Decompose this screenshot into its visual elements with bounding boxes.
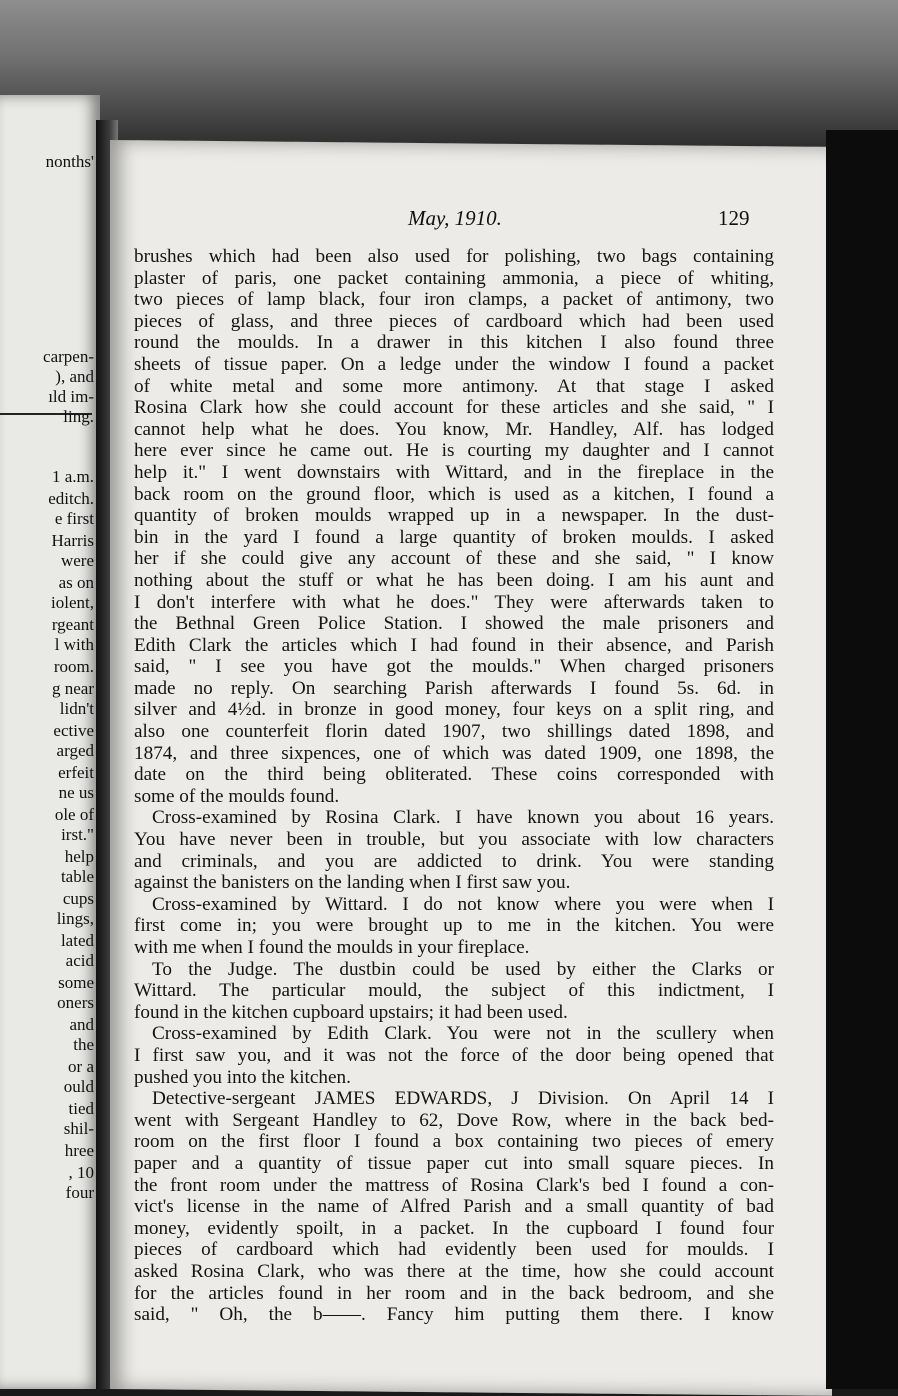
running-head: May, 1910.: [408, 206, 502, 230]
text-line: round the moulds. In a drawer in this kitchen I also found three: [134, 332, 774, 354]
left-page-line: oners: [57, 993, 94, 1012]
text-line: brushes which had been also used for polishing, two bags containing: [134, 246, 774, 267]
text-line: You have never been in trouble, but you associate with low characters: [134, 829, 774, 851]
text-line: the Bethnal Green Police Station. I showed the male prisoners and: [134, 613, 774, 635]
left-page-line: ling.: [63, 407, 94, 426]
left-page-line: ne us: [58, 783, 94, 802]
left-page-line: g near: [51, 679, 94, 698]
text-line: Cross-examined by Edith Clark. You were not in the scullery when: [152, 1023, 774, 1045]
left-page-line: editch.: [48, 489, 94, 508]
text-line: said, " I see you have got the moulds." When charged prisoners: [134, 656, 774, 678]
text-line: I don't interfere with what he does." They were afterwards taken to: [134, 591, 774, 613]
text-line: some of the moulds found.: [134, 785, 340, 807]
text-line: 1874, and three sixpences, one of which was dated 1909, one 1898, the: [134, 742, 774, 764]
left-page-line: some: [58, 973, 94, 992]
left-page-line: four: [65, 1183, 94, 1202]
text-line: for the articles found in her room and in the back bedroom, and she: [134, 1282, 774, 1304]
left-page-line: tied: [68, 1099, 94, 1118]
text-line: pushed you into the kitchen.: [134, 1066, 351, 1088]
text-line: of white metal and some more antimony. At that stage I asked: [134, 375, 774, 397]
text-line: first come in; you were brought up to me in the kitchen. You were: [134, 915, 774, 937]
left-page-line: lated: [60, 931, 94, 950]
left-page-line: arged: [56, 741, 94, 760]
left-page-line: or a: [68, 1057, 94, 1076]
text-line: I first saw you, and it was not the force of the door being opened that: [134, 1044, 774, 1066]
text-line: pieces of cardboard which had evidently been used for moulds. I: [134, 1239, 774, 1261]
text-line: asked Rosina Clark, who was there at the time, how she could account: [134, 1260, 774, 1282]
text-line: quantity of broken moulds wrapped up in a newspaper. In the dust-: [134, 505, 774, 527]
text-line: found in the kitchen cupboard upstairs; it had been used.: [134, 1001, 568, 1023]
text-line: Wittard. The particular mould, the subject of this indictment, I: [134, 980, 774, 1002]
text-line: made no reply. On searching Parish afterwards I found 5s. 6d. in: [134, 677, 774, 699]
left-page-line: and: [69, 1015, 94, 1034]
text-line: help it." I went downstairs with Wittard, and in the fireplace in the: [134, 461, 774, 483]
text-line: paper and a quantity of tissue paper cut into small square pieces. In: [134, 1152, 774, 1174]
text-line: the front room under the mattress of Rosina Clark's bed I found a con-: [134, 1174, 774, 1196]
text-line: Edith Clark the articles which I had found in their absence, and Parish: [134, 634, 774, 656]
left-page-line: e first: [54, 509, 94, 528]
text-line: here ever since he came out. He is courting my daughter and I cannot: [134, 440, 774, 462]
background-top: [0, 0, 898, 150]
left-page-line: room.: [53, 657, 94, 676]
left-page-line: help: [64, 847, 94, 866]
text-line: To the Judge. The dustbin could be used by either the Clarks or: [152, 958, 774, 980]
text-line: with me when I found the moulds in your fireplace.: [134, 937, 530, 958]
text-line: pieces of glass, and three pieces of cardboard which had been used: [134, 310, 774, 332]
left-page-line: erfeit: [58, 763, 94, 782]
left-page-line: ıld im-: [48, 387, 94, 406]
text-line: room on the first floor I found a box containing two pieces of emery: [134, 1131, 774, 1153]
text-line: her if she could give any account of these and she said, " I know: [134, 548, 774, 570]
left-page-line: cups: [62, 889, 94, 908]
left-page-line: hree: [64, 1141, 94, 1160]
left-page-line: rgeant: [51, 615, 94, 634]
left-page-line: as on: [58, 573, 94, 592]
left-page-line: lidn't: [59, 699, 94, 718]
text-line: went with Sergeant Handley to 62, Dove Row, where in the back bed-: [134, 1109, 774, 1131]
left-page-line: lings,: [56, 909, 94, 928]
text-line: against the banisters on the landing when I first saw you.: [134, 872, 571, 894]
page-edge-shadow: [826, 130, 898, 1389]
left-page-line: acid: [65, 951, 94, 970]
page-number: 129: [718, 206, 750, 230]
text-line: nothing about the stuff or what he has been doing. I am his aunt and: [134, 569, 774, 591]
text-line: silver and 4½d. in bronze in good money, four keys on a split ring, and: [134, 699, 774, 721]
left-facing-page: [0, 95, 100, 1389]
left-page-line: ole of: [54, 805, 94, 824]
left-page-line: carpen-: [43, 347, 94, 366]
left-page-line: Harris: [51, 531, 94, 550]
left-page-line: ), and: [55, 367, 94, 386]
left-page-line: 1 a.m.: [51, 467, 94, 486]
left-page-line: shil-: [63, 1119, 94, 1138]
page-header: [400, 206, 760, 236]
text-line: bin in the yard I found a large quantity of broken moulds. I asked: [134, 526, 774, 548]
text-line: vict's license in the name of Alfred Parish and a small quantity of bad: [134, 1196, 774, 1218]
left-page-line: were: [60, 551, 94, 570]
text-line: sheets of tissue paper. On a ledge under the window I found a packet: [134, 353, 774, 375]
text-line: Cross-examined by Rosina Clark. I have known you about 16 years.: [152, 807, 774, 829]
text-line: said, " Oh, the b——. Fancy him putting them there. I know: [134, 1304, 774, 1326]
left-page-line: the: [73, 1035, 94, 1054]
text-line: Rosina Clark how she could account for these articles and she said, " I: [134, 397, 774, 419]
text-line: Cross-examined by Wittard. I do not know where you were when I: [152, 893, 774, 915]
text-line: cannot help what he does. You know, Mr. Handley, Alf. has lodged: [134, 418, 774, 440]
left-page-line: ective: [53, 721, 94, 740]
text-line: date on the third being obliterated. These coins corresponded with: [134, 764, 774, 786]
left-page-line: nonths': [45, 152, 94, 171]
text-line: also one counterfeit florin dated 1907, two shillings dated 1898, and: [134, 721, 774, 743]
text-line: money, evidently spoilt, in a packet. In the cupboard I found four: [134, 1217, 774, 1239]
left-page-line: irst.": [61, 825, 94, 844]
left-page-line: ould: [63, 1077, 94, 1096]
text-line: and criminals, and you are addicted to drink. You were standing: [134, 850, 774, 872]
left-page-line: , 10: [68, 1163, 94, 1182]
text-line: plaster of paris, one packet containing ammonia, a piece of whiting,: [134, 267, 774, 289]
page-body: [134, 246, 774, 1326]
text-line: two pieces of lamp black, four iron clamps, a packet of antimony, two: [134, 289, 774, 311]
text-line: back room on the ground floor, which is used as a kitchen, I found a: [134, 483, 774, 505]
text-line: Detective-sergeant JAMES EDWARDS, J Division. On April 14 I: [152, 1088, 774, 1110]
left-page-line: table: [60, 867, 94, 886]
left-page-line: l with: [54, 635, 94, 654]
left-page-line: iolent,: [51, 593, 94, 612]
